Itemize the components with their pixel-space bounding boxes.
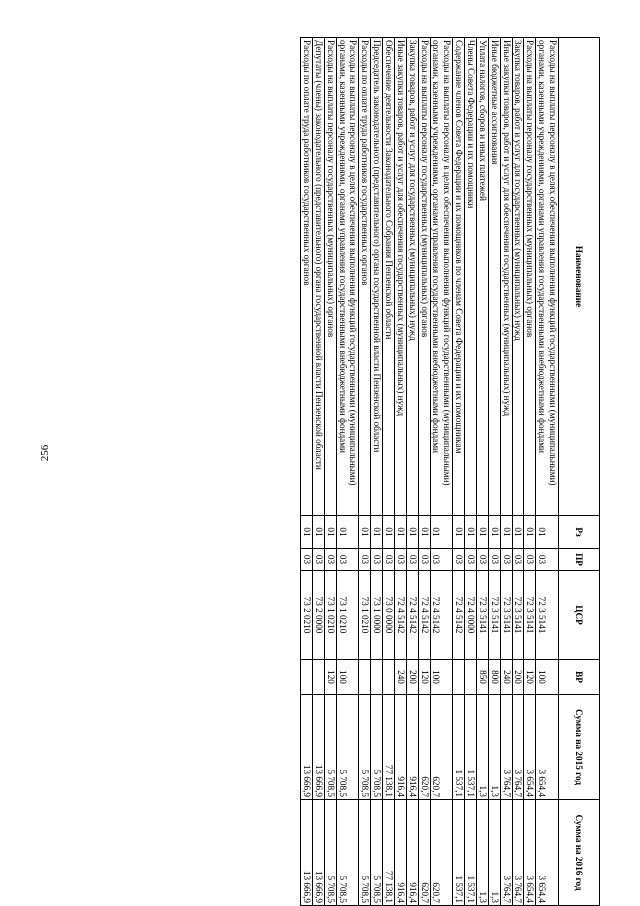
cell-csr: 73 1 0210 [359, 571, 371, 660]
table-row [524, 38, 536, 906]
cell-vr [453, 660, 465, 695]
table-row [312, 38, 324, 906]
cell-sum-2016: 916,4 [406, 800, 418, 906]
cell-csr: 72 4 5142 [418, 571, 430, 660]
cell-name: Расходы на выплаты персоналу государственных (муниципальных) органов [524, 38, 536, 516]
cell-sum-2015: 5 708,5 [336, 695, 359, 800]
cell-pr: 03 [500, 549, 512, 571]
cell-vr: 800 [488, 660, 500, 695]
cell-name: Расходы на выплаты персоналу государственных (муниципальных) органов [324, 38, 336, 516]
cell-rz: 01 [394, 516, 406, 549]
cell-sum-2016: 5 708,5 [359, 800, 371, 906]
cell-sum-2016: 1,3 [488, 800, 500, 906]
cell-vr [312, 660, 324, 695]
cell-name: Расходы на выплаты персоналу в целях обеспечения выполнения функций государственными (муниципальными) органами, казенными учреждениями, органами управления государственными внебюджетными фондами [430, 38, 453, 516]
cell-rz: 01 [359, 516, 371, 549]
cell-sum-2016: 1 537,1 [453, 800, 465, 906]
cell-pr: 03 [383, 549, 395, 571]
cell-sum-2016: 13 666,9 [312, 800, 324, 906]
cell-pr: 03 [465, 549, 477, 571]
header-pr: ПР [559, 549, 600, 571]
cell-name: Закупка товаров, работ и услуг для государственных (муниципальных) нужд [512, 38, 524, 516]
cell-name: Депутаты (члены) законодательного (представительного) органа государственной власти Пензенской области [312, 38, 324, 516]
cell-csr: 73 1 0210 [336, 571, 359, 660]
table-row [406, 38, 418, 906]
cell-pr: 03 [512, 549, 524, 571]
cell-rz: 01 [371, 516, 383, 549]
cell-sum-2015: 77 138,1 [383, 695, 395, 800]
cell-name: Председатель законодательного (представительного) органа государственной власти Пензенской области [371, 38, 383, 516]
cell-sum-2015: 3 654,4 [536, 695, 559, 800]
header-rz: Рз [559, 516, 600, 549]
cell-rz: 01 [312, 516, 324, 549]
cell-name: Закупка товаров, работ и услуг для государственных (муниципальных) нужд [406, 38, 418, 516]
rotated-page [95, 37, 600, 905]
budget-table [300, 37, 600, 906]
table-row [418, 38, 430, 906]
cell-csr: 73 1 0210 [324, 571, 336, 660]
table-row [394, 38, 406, 906]
cell-vr: 200 [406, 660, 418, 695]
cell-csr: 72 3 5141 [512, 571, 524, 660]
cell-sum-2015: 1 537,1 [465, 695, 477, 800]
cell-sum-2015: 3 654,4 [524, 695, 536, 800]
cell-pr: 03 [476, 549, 488, 571]
cell-rz: 01 [500, 516, 512, 549]
header-name: Наименование [559, 38, 600, 516]
cell-name: Обеспечение деятельности Законодательного Собрания Пензенской области [383, 38, 395, 516]
table-row [371, 38, 383, 906]
cell-pr: 03 [488, 549, 500, 571]
cell-csr: 73 2 0210 [301, 571, 313, 660]
table-row [383, 38, 395, 906]
cell-pr: 03 [359, 549, 371, 571]
cell-sum-2016: 1 537,1 [465, 800, 477, 906]
table-row [301, 38, 313, 906]
cell-sum-2015: 13 666,9 [301, 695, 313, 800]
cell-rz: 01 [406, 516, 418, 549]
cell-csr: 73 1 0000 [371, 571, 383, 660]
header-sum-2015: Сумма на 2015 год [559, 695, 600, 800]
cell-csr: 72 3 5141 [536, 571, 559, 660]
cell-rz: 01 [324, 516, 336, 549]
cell-sum-2016: 77 138,1 [383, 800, 395, 906]
table-header-row [559, 38, 600, 906]
table-row [536, 38, 559, 906]
cell-pr: 03 [453, 549, 465, 571]
cell-rz: 01 [430, 516, 453, 549]
cell-vr: 100 [430, 660, 453, 695]
cell-pr: 03 [418, 549, 430, 571]
cell-sum-2016: 3 764,7 [500, 800, 512, 906]
table-row [324, 38, 336, 906]
cell-name: Уплата налогов, сборов и иных платежей [476, 38, 488, 516]
cell-vr: 240 [394, 660, 406, 695]
cell-sum-2015: 1 537,1 [453, 695, 465, 800]
cell-vr [383, 660, 395, 695]
table-row [488, 38, 500, 906]
cell-vr: 850 [476, 660, 488, 695]
cell-sum-2016: 5 708,5 [324, 800, 336, 906]
cell-pr: 03 [301, 549, 313, 571]
table-row [359, 38, 371, 906]
cell-rz: 01 [301, 516, 313, 549]
cell-sum-2015: 5 708,5 [324, 695, 336, 800]
cell-vr: 120 [524, 660, 536, 695]
cell-csr: 72 3 5141 [476, 571, 488, 660]
table-row [453, 38, 465, 906]
cell-name: Иные бюджетные ассигнования [488, 38, 500, 516]
table-row [512, 38, 524, 906]
cell-pr: 03 [430, 549, 453, 571]
table-row [476, 38, 488, 906]
cell-sum-2015: 13 666,9 [312, 695, 324, 800]
cell-name: Расходы на выплаты персоналу государственных (муниципальных) органов [418, 38, 430, 516]
cell-csr: 72 3 5141 [500, 571, 512, 660]
cell-name: Содержание членов Совета Федерации и их помощников по членам Совета Федерации и их помощникам [453, 38, 465, 516]
cell-pr: 03 [406, 549, 418, 571]
cell-sum-2015: 1,3 [476, 695, 488, 800]
table-row [500, 38, 512, 906]
cell-pr: 03 [524, 549, 536, 571]
cell-rz: 01 [524, 516, 536, 549]
cell-sum-2016: 1,3 [476, 800, 488, 906]
cell-name: Расходы на выплаты персоналу в целях обеспечения выполнения функций государственными (муниципальными) органами, казенными учреждениями, органами управления государственными внебюджетными фондами [336, 38, 359, 516]
cell-rz: 01 [536, 516, 559, 549]
cell-vr: 120 [418, 660, 430, 695]
header-sum-2016: Сумма на 2016 год [559, 800, 600, 906]
header-csr: ЦСР [559, 571, 600, 660]
cell-csr: 72 4 5142 [406, 571, 418, 660]
cell-vr [371, 660, 383, 695]
table-row [430, 38, 453, 906]
cell-sum-2016: 5 708,5 [336, 800, 359, 906]
cell-pr: 03 [324, 549, 336, 571]
cell-pr: 03 [394, 549, 406, 571]
cell-sum-2015: 916,4 [394, 695, 406, 800]
cell-vr: 240 [500, 660, 512, 695]
header-vr: ВР [559, 660, 600, 695]
cell-csr: 72 3 5141 [524, 571, 536, 660]
cell-csr: 72 3 5141 [488, 571, 500, 660]
cell-csr: 72 4 5142 [453, 571, 465, 660]
cell-rz: 01 [453, 516, 465, 549]
cell-vr [465, 660, 477, 695]
cell-sum-2015: 3 764,7 [500, 695, 512, 800]
table-row [465, 38, 477, 906]
cell-name: Иные закупки товаров, работ и услуг для обеспечения государственных (муниципальных) нужд [394, 38, 406, 516]
cell-sum-2016: 3 654,4 [524, 800, 536, 906]
cell-name: Члены Совета Федерации и их помощники [465, 38, 477, 516]
table-body [301, 38, 559, 906]
cell-sum-2015: 5 708,5 [371, 695, 383, 800]
cell-name: Расходы по оплате труда работников государственных органов [301, 38, 313, 516]
cell-pr: 03 [536, 549, 559, 571]
cell-sum-2015: 620,7 [418, 695, 430, 800]
cell-rz: 01 [336, 516, 359, 549]
cell-vr: 120 [324, 660, 336, 695]
cell-vr: 200 [512, 660, 524, 695]
table-row [336, 38, 359, 906]
cell-sum-2015: 3 764,7 [512, 695, 524, 800]
cell-rz: 01 [488, 516, 500, 549]
cell-vr: 100 [536, 660, 559, 695]
cell-rz: 01 [383, 516, 395, 549]
cell-pr: 03 [312, 549, 324, 571]
cell-sum-2016: 5 708,5 [371, 800, 383, 906]
cell-sum-2015: 620,7 [430, 695, 453, 800]
cell-rz: 01 [465, 516, 477, 549]
cell-name: Расходы по оплате труда работников государственных органов [359, 38, 371, 516]
cell-vr [359, 660, 371, 695]
cell-name: Иные закупки товаров, работ и услуг для обеспечения государственных (муниципальных) нужд [500, 38, 512, 516]
cell-csr: 73 2 0000 [312, 571, 324, 660]
cell-rz: 01 [418, 516, 430, 549]
cell-pr: 03 [336, 549, 359, 571]
cell-sum-2015: 5 708,5 [359, 695, 371, 800]
cell-csr: 72 4 0000 [465, 571, 477, 660]
page-number: 256 [39, 444, 51, 462]
cell-csr: 73 0 0000 [383, 571, 395, 660]
cell-sum-2015: 1,3 [488, 695, 500, 800]
cell-sum-2016: 916,4 [394, 800, 406, 906]
cell-sum-2016: 620,7 [430, 800, 453, 906]
cell-csr: 72 4 5142 [394, 571, 406, 660]
cell-csr: 72 4 5142 [430, 571, 453, 660]
cell-rz: 01 [512, 516, 524, 549]
cell-name: Расходы на выплаты персоналу в целях обеспечения выполнения функций государственными (муниципальными) органами, казенными учреждениями, органами управления государственными внебюджетными фондами [536, 38, 559, 516]
cell-pr: 03 [371, 549, 383, 571]
cell-vr: 100 [336, 660, 359, 695]
cell-sum-2016: 3 764,7 [512, 800, 524, 906]
cell-sum-2015: 916,4 [406, 695, 418, 800]
cell-vr [301, 660, 313, 695]
cell-sum-2016: 3 654,4 [536, 800, 559, 906]
cell-sum-2016: 620,7 [418, 800, 430, 906]
cell-rz: 01 [476, 516, 488, 549]
cell-sum-2016: 13 666,9 [301, 800, 313, 906]
